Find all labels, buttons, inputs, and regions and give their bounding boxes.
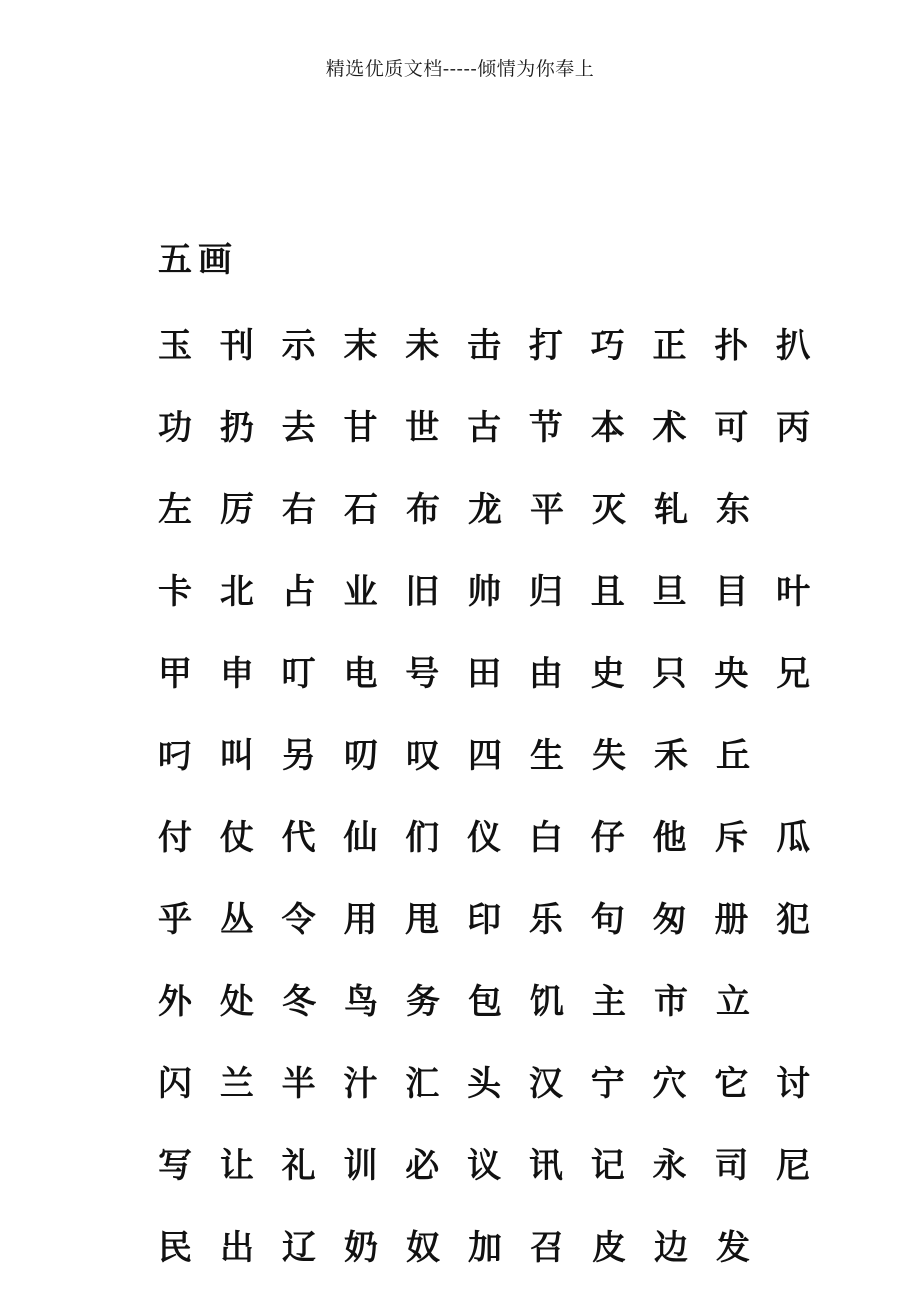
character-cell: 用: [343, 900, 378, 940]
character-row: [158, 797, 838, 879]
character-cell: 扔: [219, 408, 254, 448]
character-cell: 玉: [158, 326, 192, 366]
character-cell: 东: [716, 490, 750, 530]
character-cell: 犯: [776, 900, 811, 940]
character-cell: 召: [530, 1228, 564, 1268]
character-cell: 占: [281, 572, 316, 612]
character-cell: 卡: [158, 572, 192, 612]
character-cell: 议: [467, 1146, 502, 1186]
character-cell: 穴: [652, 1064, 687, 1104]
character-cell: 皮: [592, 1228, 626, 1268]
character-cell: 由: [528, 654, 563, 694]
character-cell: 古: [467, 408, 502, 448]
character-cell: 可: [714, 408, 749, 448]
character-cell: 冬: [282, 982, 316, 1022]
character-cell: 出: [220, 1228, 254, 1268]
character-cell: 宁: [590, 1064, 625, 1104]
character-cell: 石: [344, 490, 378, 530]
character-cell: 永: [652, 1146, 687, 1186]
character-cell: 立: [716, 982, 750, 1022]
character-cell: 旧: [405, 572, 440, 612]
character-cell: 加: [468, 1228, 502, 1268]
character-cell: 尼: [776, 1146, 811, 1186]
character-cell: 甘: [343, 408, 378, 448]
character-cell: 史: [590, 654, 625, 694]
character-cell: 仗: [219, 818, 254, 858]
character-cell: 电: [343, 654, 378, 694]
character-cell: 务: [406, 982, 440, 1022]
character-cell: 禾: [654, 736, 688, 776]
section-title: 五画: [158, 240, 238, 280]
character-cell: 叨: [344, 736, 378, 776]
character-cell: 本: [590, 408, 625, 448]
character-row: [158, 469, 838, 551]
character-cell: 叶: [776, 572, 811, 612]
character-cell: 叮: [281, 654, 316, 694]
character-cell: 礼: [281, 1146, 316, 1186]
character-cell: 四: [468, 736, 502, 776]
character-cell: 付: [158, 818, 192, 858]
character-cell: 外: [158, 982, 192, 1022]
character-cell: 讨: [776, 1064, 811, 1104]
character-cell: 他: [652, 818, 687, 858]
character-cell: 汇: [405, 1064, 440, 1104]
character-cell: 丛: [219, 900, 254, 940]
character-cell: 令: [281, 900, 316, 940]
character-row: [158, 633, 838, 715]
character-cell: 仙: [343, 818, 378, 858]
character-cell: 布: [406, 490, 440, 530]
character-cell: 瓜: [776, 818, 811, 858]
character-cell: 龙: [468, 490, 502, 530]
character-cell: 目: [714, 572, 749, 612]
character-cell: 田: [467, 654, 502, 694]
character-cell: 主: [592, 982, 626, 1022]
character-cell: 句: [590, 900, 625, 940]
page-header: 精选优质文档-----倾情为你奉上: [325, 58, 595, 80]
character-row: [158, 305, 838, 387]
character-row: [158, 715, 838, 797]
character-cell: 汉: [528, 1064, 563, 1104]
character-cell: 扑: [714, 326, 749, 366]
character-cell: 叫: [220, 736, 254, 776]
character-cell: 半: [281, 1064, 316, 1104]
character-cell: 去: [281, 408, 316, 448]
character-cell: 世: [405, 408, 440, 448]
character-cell: 正: [652, 326, 687, 366]
character-cell: 灭: [592, 490, 626, 530]
character-row: [158, 1125, 838, 1207]
character-cell: 示: [281, 326, 316, 366]
character-cell: 市: [654, 982, 688, 1022]
character-row: [158, 387, 838, 469]
character-row: [158, 879, 838, 961]
character-cell: 闪: [158, 1064, 192, 1104]
character-cell: 业: [343, 572, 378, 612]
character-cell: 司: [714, 1146, 749, 1186]
character-cell: 甩: [405, 900, 440, 940]
character-cell: 必: [405, 1146, 440, 1186]
character-cell: 丘: [716, 736, 750, 776]
character-cell: 功: [158, 408, 192, 448]
character-cell: 厉: [220, 490, 254, 530]
character-cell: 兄: [776, 654, 811, 694]
character-cell: 们: [405, 818, 440, 858]
character-cell: 乎: [158, 900, 192, 940]
character-cell: 头: [467, 1064, 502, 1104]
character-cell: 册: [714, 900, 749, 940]
character-cell: 讯: [528, 1146, 563, 1186]
character-cell: 乐: [528, 900, 563, 940]
character-cell: 仪: [467, 818, 502, 858]
character-cell: 匆: [652, 900, 687, 940]
character-cell: 击: [467, 326, 502, 366]
character-cell: 边: [654, 1228, 688, 1268]
character-cell: 兰: [219, 1064, 254, 1104]
character-cell: 甲: [158, 654, 192, 694]
character-cell: 巧: [590, 326, 625, 366]
character-cell: 央: [714, 654, 749, 694]
character-cell: 旦: [652, 572, 687, 612]
character-cell: 扒: [776, 326, 811, 366]
character-cell: 失: [592, 736, 626, 776]
character-row: [158, 1043, 838, 1125]
character-cell: 饥: [530, 982, 564, 1022]
character-cell: 叹: [406, 736, 440, 776]
character-cell: 写: [158, 1146, 192, 1186]
character-cell: 发: [716, 1228, 750, 1268]
character-cell: 民: [158, 1228, 192, 1268]
character-cell: 术: [652, 408, 687, 448]
character-row: [158, 961, 838, 1043]
character-cell: 轧: [654, 490, 688, 530]
character-cell: 帅: [467, 572, 502, 612]
character-cell: 包: [468, 982, 502, 1022]
character-cell: 平: [530, 490, 564, 530]
character-cell: 印: [467, 900, 502, 940]
character-cell: 右: [282, 490, 316, 530]
character-cell: 未: [405, 326, 440, 366]
character-cell: 只: [652, 654, 687, 694]
character-cell: 训: [343, 1146, 378, 1186]
character-cell: 归: [528, 572, 563, 612]
character-cell: 叼: [158, 736, 192, 776]
character-cell: 丙: [776, 408, 811, 448]
character-cell: 左: [158, 490, 192, 530]
character-cell: 奴: [406, 1228, 440, 1268]
character-grid: [158, 305, 838, 1289]
character-cell: 斥: [714, 818, 749, 858]
character-cell: 另: [282, 736, 316, 776]
character-cell: 刊: [219, 326, 254, 366]
character-cell: 记: [590, 1146, 625, 1186]
character-cell: 处: [220, 982, 254, 1022]
character-cell: 生: [530, 736, 564, 776]
character-cell: 申: [219, 654, 254, 694]
character-cell: 鸟: [344, 982, 378, 1022]
character-cell: 号: [405, 654, 440, 694]
character-row: [158, 1207, 838, 1289]
character-cell: 末: [343, 326, 378, 366]
character-cell: 北: [219, 572, 254, 612]
character-cell: 汁: [343, 1064, 378, 1104]
character-cell: 奶: [344, 1228, 378, 1268]
character-row: [158, 551, 838, 633]
character-cell: 打: [528, 326, 563, 366]
character-cell: 代: [281, 818, 316, 858]
character-cell: 白: [528, 818, 563, 858]
character-cell: 且: [590, 572, 625, 612]
character-cell: 让: [219, 1146, 254, 1186]
character-cell: 辽: [282, 1228, 316, 1268]
character-cell: 仔: [590, 818, 625, 858]
character-cell: 节: [528, 408, 563, 448]
character-cell: 它: [714, 1064, 749, 1104]
